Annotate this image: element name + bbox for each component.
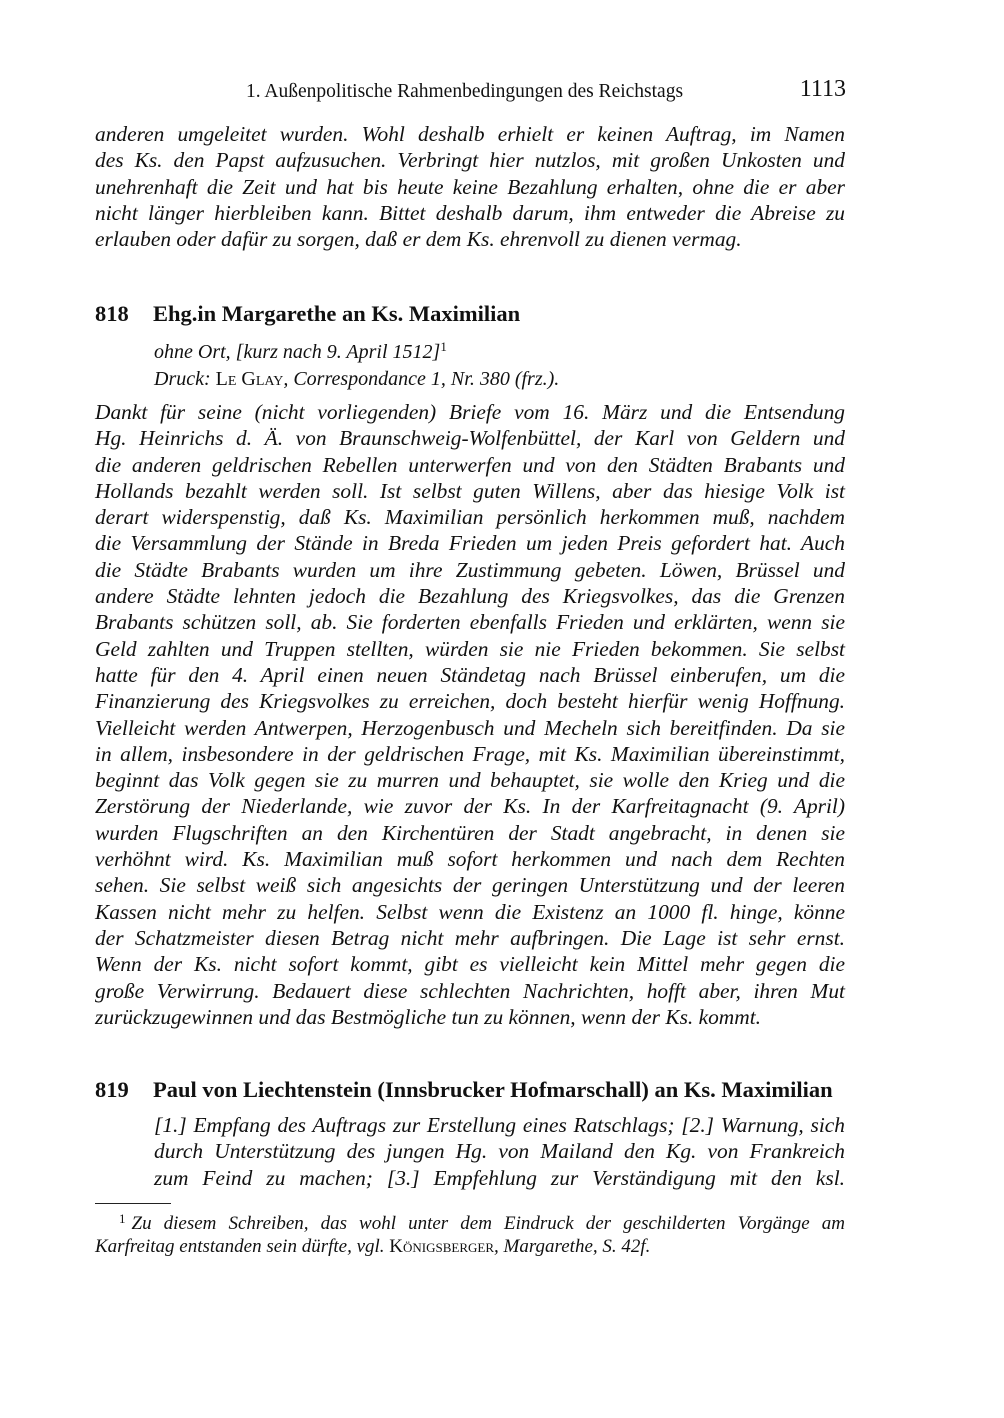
text-line: unehrenhaft die Zeit und hat bis heute keine Bezahlung erhalten, ohne die er aber: [95, 174, 845, 199]
entry-title: Paul von Liechtenstein (Innsbrucker Hofmarschall) an Ks. Maximilian: [153, 1077, 833, 1102]
footnote-text: Karfreitag entstanden sein dürfte, vgl.: [95, 1235, 390, 1257]
text-line: verhöhnt wird. Ks. Maximilian muß sofort herkommen und nach dem Rechten: [95, 847, 845, 872]
entry-title: Ehg.in Margarethe an Ks. Maximilian: [153, 301, 521, 326]
entry-819-summary: [154, 1112, 845, 1191]
footnote-text: , Margarethe, S. 42f.: [494, 1235, 651, 1257]
text-line: hatte für den 4. April einen neuen Ständetag nach Brüssel einberufen, um die: [95, 662, 845, 687]
running-head-title: 1. Außenpolitische Rahmenbedingungen des Reichstags: [246, 81, 684, 102]
entry-818-heading: [95, 300, 855, 328]
druck-label: Druck:: [154, 368, 211, 390]
text-line: zum Feind zu machen; [3.] Empfehlung zur Verständigung mit den ksl.: [154, 1165, 845, 1190]
text-line: beginnt das Volk gegen sie zu murren und behauptet, sie wolle den Krieg und die: [95, 768, 845, 793]
text-line: die anderen geldrischen Rebellen unterwerfen und von den Städten Brabants und: [95, 452, 845, 477]
text-line: große Verwirrung. Bedauert diese schlechten Nachrichten, hofft aber, ihren Mut: [95, 978, 845, 1003]
footnote-text: Zu diesem Schreiben, das wohl unter dem Eindruck der geschilderten Vorgänge am: [131, 1213, 845, 1234]
text-line: in allem, insbesondere in der geldrischen Frage, mit Ks. Maximilian übereinstimmt,: [95, 741, 845, 766]
text-line: erlauben oder dafür zu sorgen, daß er dem Ks. ehrenvoll zu dienen vermag.: [95, 227, 742, 252]
entry-818-summary: [95, 399, 845, 1030]
text-line: Zerstörung der Niederlande, wie zuvor der Ks. In der Karfreitagnacht (9. April): [95, 794, 845, 819]
text-line: anderen umgeleitet wurden. Wohl deshalb erhielt er keinen Auftrag, im Namen: [95, 122, 845, 146]
text-line: andere Städte lehnten jedoch die Bezahlung des Kriegsvolkes, das die Grenzen: [95, 584, 845, 609]
footnote-author: Königsberger: [389, 1235, 495, 1257]
footnote-ref[interactable]: 1: [440, 339, 447, 354]
text-line: Kassen nicht mehr zu helfen. Selbst wenn die Existenz an 1000 fl. hinge, könne: [95, 899, 845, 924]
text-line: Hollands bezahlt werden soll. Ist selbst guten Willens, aber das hiesige Volk ist: [95, 478, 845, 503]
text-line: zurückzugewinnen und das Bestmögliche tun zu können, wenn der Ks. kommt.: [95, 1004, 761, 1029]
text-line: [1.] Empfang des Auftrags zur Erstellung eines Ratschlags; [2.] Warnung, sich: [154, 1113, 845, 1137]
entry-number: 819: [95, 1077, 129, 1102]
text-line: Dankt für seine (nicht vorliegenden) Briefe vom 16. März und die Entsendung: [95, 400, 845, 424]
text-line: nicht länger hierbleiben kann. Bittet deshalb darum, ihm entweder die Abreise zu: [95, 200, 845, 225]
text-line: des Ks. den Papst aufzusuchen. Verbringt hier nutzlos, mit großen Unkosten und: [95, 148, 845, 173]
entry-818-print-ref: [154, 366, 854, 392]
text-line: die Versammlung der Stände in Breda Frieden um jeden Preis gefordert hat. Auch: [95, 531, 845, 556]
text-line: derart widerspenstig, daß Ks. Maximilian persönlich herkommen muß, nachdem: [95, 505, 845, 530]
text-line: Hg. Heinrichs d. Ä. von Braunschweig-Wolfenbüttel, der Karl von Geldern und: [95, 426, 845, 451]
footnote-line: [95, 1236, 845, 1259]
footnote-divider: [95, 1203, 171, 1204]
druck-rest: , Correspondance 1, Nr. 380 (frz.).: [283, 368, 560, 390]
entry-818-date: [154, 334, 854, 365]
page-number: 1113: [799, 76, 846, 102]
date-place: ohne Ort, [kurz nach 9. April 1512]: [154, 341, 441, 363]
druck-author: Le Glay: [215, 368, 284, 390]
text-line: Vielleicht werden Antwerpen, Herzogenbusch und Mecheln sich bereitfinden. Da sie: [95, 715, 845, 740]
text-line: Geld zahlten und Truppen stellten, würden sie nie Frieden bekommen. Sie selbst: [95, 636, 845, 661]
entry-819-heading: [95, 1076, 855, 1104]
continuation-paragraph: [95, 121, 845, 252]
text-line: wurden Flugschriften an den Kirchentüren der Stadt angebracht, in denen sie: [95, 820, 845, 845]
footnote: [95, 1208, 845, 1258]
text-line: Wenn der Ks. nicht sofort kommt, gibt es vielleicht kein Mittel mehr gegen die: [95, 952, 845, 977]
text-line: durch Unterstützung des jungen Hg. von Mailand den Kg. von Frankreich: [154, 1139, 845, 1164]
text-line: die Städte Brabants wurden um ihre Zustimmung gebeten. Löwen, Brüssel und: [95, 557, 845, 582]
footnote-line: [95, 1208, 845, 1236]
text-line: Brabants schützen soll, ab. Sie forderten ebenfalls Frieden und erklärten, wenn sie: [95, 610, 845, 635]
text-line: sehen. Sie selbst weiß sich angesichts der geringen Unterstützung und der leeren: [95, 873, 845, 898]
text-line: Finanzierung des Kriegsvolkes zu erreichen, doch besteht hierfür wenig Hoffnung.: [95, 689, 845, 714]
footnote-mark: 1: [119, 1211, 126, 1226]
text-line: der Schatzmeister diesen Betrag nicht mehr aufbringen. Die Lage ist sehr ernst.: [95, 925, 845, 950]
entry-number: 818: [95, 301, 129, 326]
